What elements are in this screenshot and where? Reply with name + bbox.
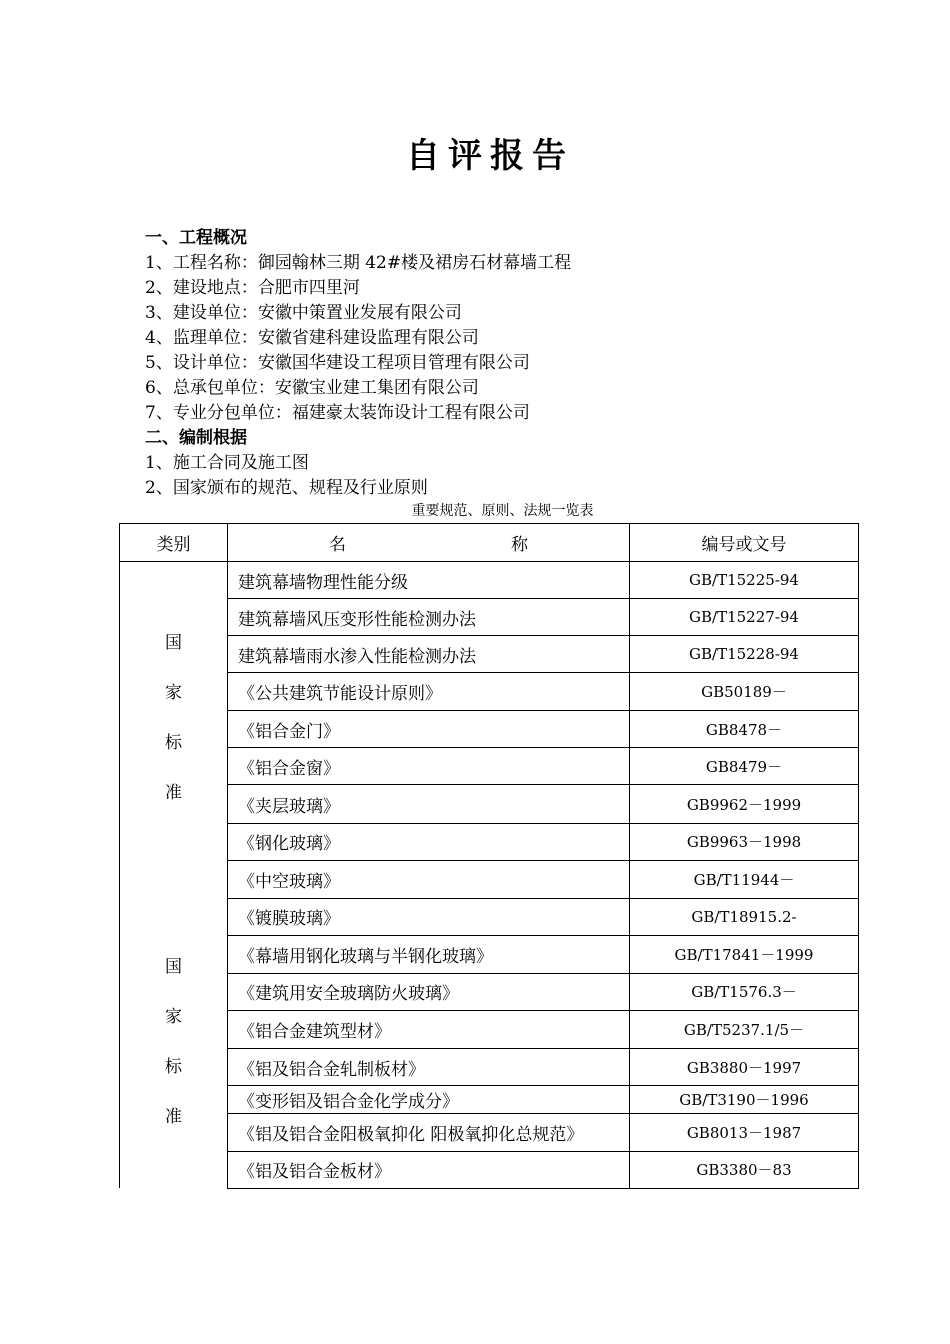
table-row [120, 785, 859, 823]
header-name [228, 524, 630, 562]
header-code: 编号或文号 [630, 524, 859, 562]
category-char: 国 [165, 633, 182, 653]
standard-code-cell: GB9962－1999 [630, 785, 859, 823]
standard-code-cell: GB50189－ [630, 673, 859, 711]
info-line: 6、总承包单位：安徽宝业建工集团有限公司 [145, 378, 479, 398]
category-char: 准 [165, 1107, 182, 1127]
standard-code-cell: GB/T15227-94 [630, 599, 859, 636]
category-char: 家 [165, 1007, 182, 1027]
table-caption: 重要规范、原则、法规一览表 [411, 503, 594, 519]
standard-code-cell: GB/T11944－ [630, 860, 859, 898]
header-category: 类别 [120, 524, 228, 562]
table-row [120, 935, 859, 973]
section-heading: 一、工程概况 [145, 228, 247, 248]
info-line: 5、设计单位：安徽国华建设工程项目管理有限公司 [145, 353, 530, 373]
standard-code-cell: GB8478－ [630, 711, 859, 748]
table-header-row [120, 524, 859, 562]
standard-name-cell: 《公共建筑节能设计原则》 [228, 673, 630, 711]
standard-code-cell: GB/T18915.2- [630, 898, 859, 935]
table-row [120, 599, 859, 636]
standard-name-cell: 《铝及铝合金轧制板材》 [228, 1049, 630, 1086]
table-row [120, 973, 859, 1010]
standard-name-cell: 《变形铝及铝合金化学成分》 [228, 1086, 630, 1114]
category-cell [120, 562, 228, 1189]
standard-name-cell: 《铝合金建筑型材》 [228, 1010, 630, 1048]
info-line: 1、施工合同及施工图 [145, 453, 309, 473]
standard-code-cell: GB8013－1987 [630, 1114, 859, 1152]
info-line: 7、专业分包单位：福建豪太装饰设计工程有限公司 [145, 403, 530, 423]
standard-name-cell: 《钢化玻璃》 [228, 823, 630, 860]
table-row [120, 673, 859, 711]
standard-code-cell: GB/T1576.3－ [630, 973, 859, 1010]
standard-code-cell: GB/T17841－1999 [630, 935, 859, 973]
info-line: 2、建设地点：合肥市四里河 [145, 278, 360, 298]
standard-name-cell: 《夹层玻璃》 [228, 785, 630, 823]
standard-code-cell: GB/T3190－1996 [630, 1086, 859, 1114]
table-row [120, 823, 859, 860]
standard-code-cell: GB3880－1997 [630, 1049, 859, 1086]
header-name-right: 称 [511, 535, 528, 555]
standard-code-cell: GB/T15225-94 [630, 562, 859, 599]
standard-code-cell: GB/T5237.1/5－ [630, 1010, 859, 1048]
info-line: 4、监理单位：安徽省建科建设监理有限公司 [145, 328, 479, 348]
standard-name-cell: 《铝及铝合金阳极氧抑化 阳极氧抑化总规范》 [228, 1114, 630, 1152]
table-row [120, 1086, 859, 1114]
standard-name-cell: 《铝合金门》 [228, 711, 630, 748]
info-line: 2、国家颁布的规范、规程及行业原则 [145, 478, 428, 498]
standard-code-cell: GB/T15228-94 [630, 636, 859, 673]
category-char: 标 [165, 733, 182, 753]
category-char: 标 [165, 1057, 182, 1077]
document-title: 自评报告 [406, 136, 574, 176]
table-row [120, 1010, 859, 1048]
standard-name-cell: 《铝合金窗》 [228, 748, 630, 785]
standard-name-cell: 《铝及铝合金板材》 [228, 1152, 630, 1188]
section-heading: 二、编制根据 [145, 428, 247, 448]
table-row [120, 636, 859, 673]
standard-name-cell: 建筑幕墙风压变形性能检测办法 [228, 599, 630, 636]
standard-name-cell: 建筑幕墙物理性能分级 [228, 562, 630, 599]
category-char: 准 [165, 783, 182, 803]
table-row [120, 711, 859, 748]
category-char: 家 [165, 683, 182, 703]
standard-name-cell: 《幕墙用钢化玻璃与半钢化玻璃》 [228, 935, 630, 973]
standard-name-cell: 《中空玻璃》 [228, 860, 630, 898]
info-line: 1、工程名称：御园翰林三期 42#楼及裙房石材幕墙工程 [145, 253, 572, 273]
table-row [120, 1152, 859, 1188]
table-row [120, 860, 859, 898]
overview-section [145, 226, 571, 501]
table-row [120, 1049, 859, 1086]
standard-code-cell: GB8479－ [630, 748, 859, 785]
table-row [120, 748, 859, 785]
table-row [120, 898, 859, 935]
header-name-left: 名 [329, 535, 346, 555]
table-row [120, 562, 859, 599]
category-char: 国 [165, 957, 182, 977]
standard-name-cell: 《建筑用安全玻璃防火玻璃》 [228, 973, 630, 1010]
info-line: 3、建设单位：安徽中策置业发展有限公司 [145, 303, 462, 323]
table-row [120, 1114, 859, 1152]
standard-name-cell: 建筑幕墙雨水渗入性能检测办法 [228, 636, 630, 673]
standard-code-cell: GB3380－83 [630, 1152, 859, 1188]
standard-name-cell: 《镀膜玻璃》 [228, 898, 630, 935]
standard-code-cell: GB9963－1998 [630, 823, 859, 860]
standards-table [119, 523, 859, 1189]
